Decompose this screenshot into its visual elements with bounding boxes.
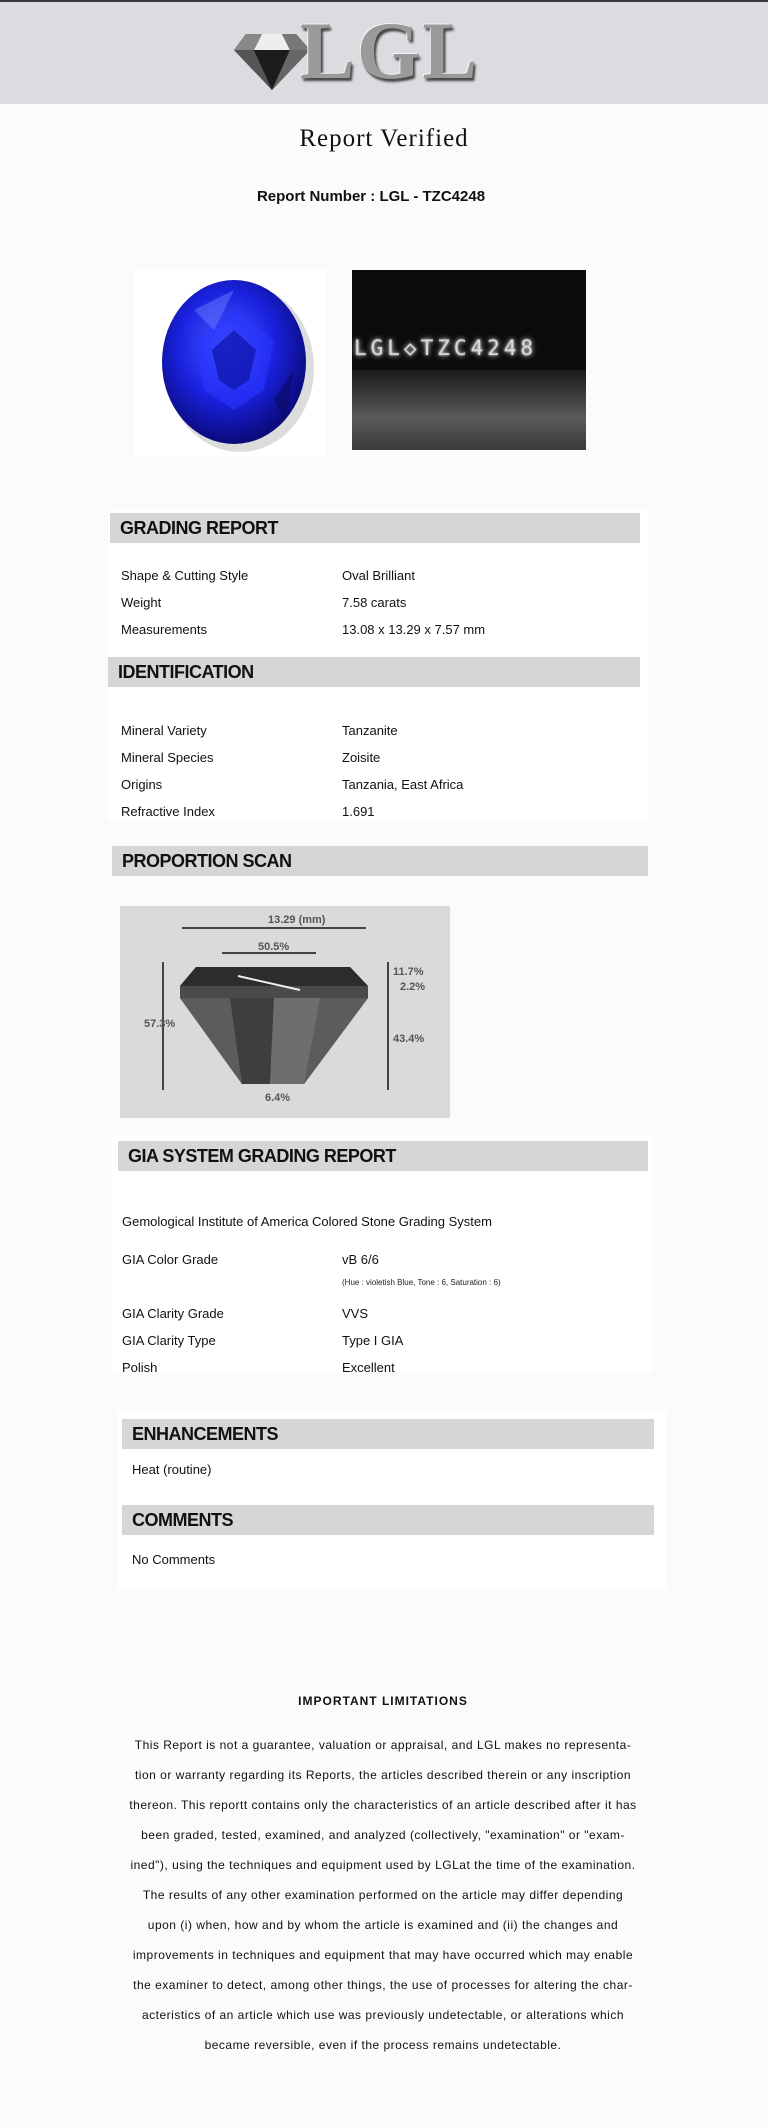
grading-row-label: Measurements — [121, 622, 207, 637]
comments-text: No Comments — [132, 1552, 216, 1567]
report-number: Report Number : LGL - TZC4248 — [256, 188, 486, 205]
grading-row-value: 13.08 x 13.29 x 7.57 mm — [342, 622, 486, 637]
proportion-diagram — [120, 906, 450, 1118]
gia-row-label: Polish — [122, 1360, 158, 1375]
width-label: 13.29 (mm) — [268, 914, 326, 926]
page-title: Report Verified — [299, 125, 469, 152]
identification-row-label: Refractive Index — [121, 804, 215, 819]
gia-row-value: Excellent — [342, 1360, 395, 1375]
identification-row-value: Zoisite — [342, 750, 381, 765]
table-label: 50.5% — [258, 941, 290, 953]
limitations-line: The results of any other examination performed on the article may differ depending — [142, 1888, 624, 1902]
identification-row-value: Tanzania, East Africa — [342, 777, 464, 792]
inscription-text: LGL◇TZC4248 — [354, 336, 538, 360]
limitations-line: This Report is not a guarantee, valuation or appraisal, and LGL makes no representa- — [134, 1738, 632, 1752]
lgl-logo — [232, 5, 492, 96]
identification-row-value: 1.691 — [342, 804, 375, 819]
gia-card — [112, 1136, 652, 1375]
identification-row-label: Mineral Variety — [121, 723, 207, 738]
gia-row-label: GIA Color Grade — [122, 1252, 219, 1267]
grading-heading: GRADING REPORT — [110, 513, 640, 543]
gem-photo — [134, 270, 326, 457]
inscription-photo — [352, 270, 586, 450]
enhancements-text: Heat (routine) — [132, 1462, 212, 1477]
culet-label: 6.4% — [265, 1092, 291, 1104]
limitations-line: been graded, tested, examined, and analyzed (collectively, "examination" or "exam- — [141, 1828, 625, 1842]
total-depth-label: 57.3% — [144, 1018, 176, 1030]
gia-row-label: GIA Clarity Type — [122, 1333, 216, 1348]
grading-row-label: Shape & Cutting Style — [121, 568, 249, 583]
identification-row-label: Origins — [121, 777, 163, 792]
crown-label: 11.7% — [393, 966, 424, 978]
limitations-line: tion or warranty regarding its Reports, the articles described therein or any inscription — [134, 1768, 632, 1782]
logo-text: LGL — [300, 5, 480, 96]
identification-row-label: Mineral Species — [121, 750, 214, 765]
limitations-line: the examiner to detect, among other things, the use of processes for altering the char- — [133, 1978, 633, 1992]
proportion-heading: PROPORTION SCAN — [112, 846, 648, 876]
header-banner — [0, 2, 768, 104]
grading-row-label: Weight — [121, 595, 162, 610]
gia-row-value: Type I GIA — [342, 1333, 404, 1348]
gia-heading: GIA SYSTEM GRADING REPORT — [118, 1141, 648, 1171]
limitations-line: ined"), using the techniques and equipment used by LGLat the time of the examination. — [130, 1858, 636, 1872]
grading-row-value: 7.58 carats — [342, 595, 407, 610]
limitations-heading: IMPORTANT LIMITATIONS — [298, 1694, 468, 1708]
limitations-line: improvements in techniques and equipment that may have occurred which may enable — [132, 1948, 634, 1962]
tanzanite-gem-icon — [134, 270, 326, 457]
gia-row-value: VVS — [342, 1306, 369, 1321]
pavilion-label: 43.4% — [393, 1033, 425, 1045]
gia-row-label: GIA Clarity Grade — [122, 1306, 224, 1321]
grading-card — [108, 510, 648, 820]
limitations-line: thereon. This reportt contains only the characteristics of an article described after it has — [129, 1798, 637, 1812]
enhancements-card — [118, 1410, 666, 1590]
enhancements-heading: ENHANCEMENTS — [122, 1419, 654, 1449]
identification-row-value: Tanzanite — [342, 723, 398, 738]
gia-color-note: (Hue : violetish Blue, Tone : 6, Saturation : 6) — [342, 1278, 501, 1287]
comments-heading: COMMENTS — [122, 1505, 654, 1535]
girdle-label: 2.2% — [400, 981, 426, 993]
limitations-line: acteristics of an article which use was previously undetectable, or alterations which — [141, 2008, 625, 2022]
gia-row-value: vB 6/6 — [342, 1252, 379, 1267]
identification-heading: IDENTIFICATION — [108, 657, 640, 687]
gia-system: Gemological Institute of America Colored Stone Grading System — [122, 1214, 492, 1229]
grading-row-value: Oval Brilliant — [342, 568, 415, 583]
limitations-line: became reversible, even if the process remains undetectable. — [204, 2038, 562, 2052]
limitations-line: upon (i) when, how and by whom the article is examined and (ii) the changes and — [147, 1918, 619, 1932]
